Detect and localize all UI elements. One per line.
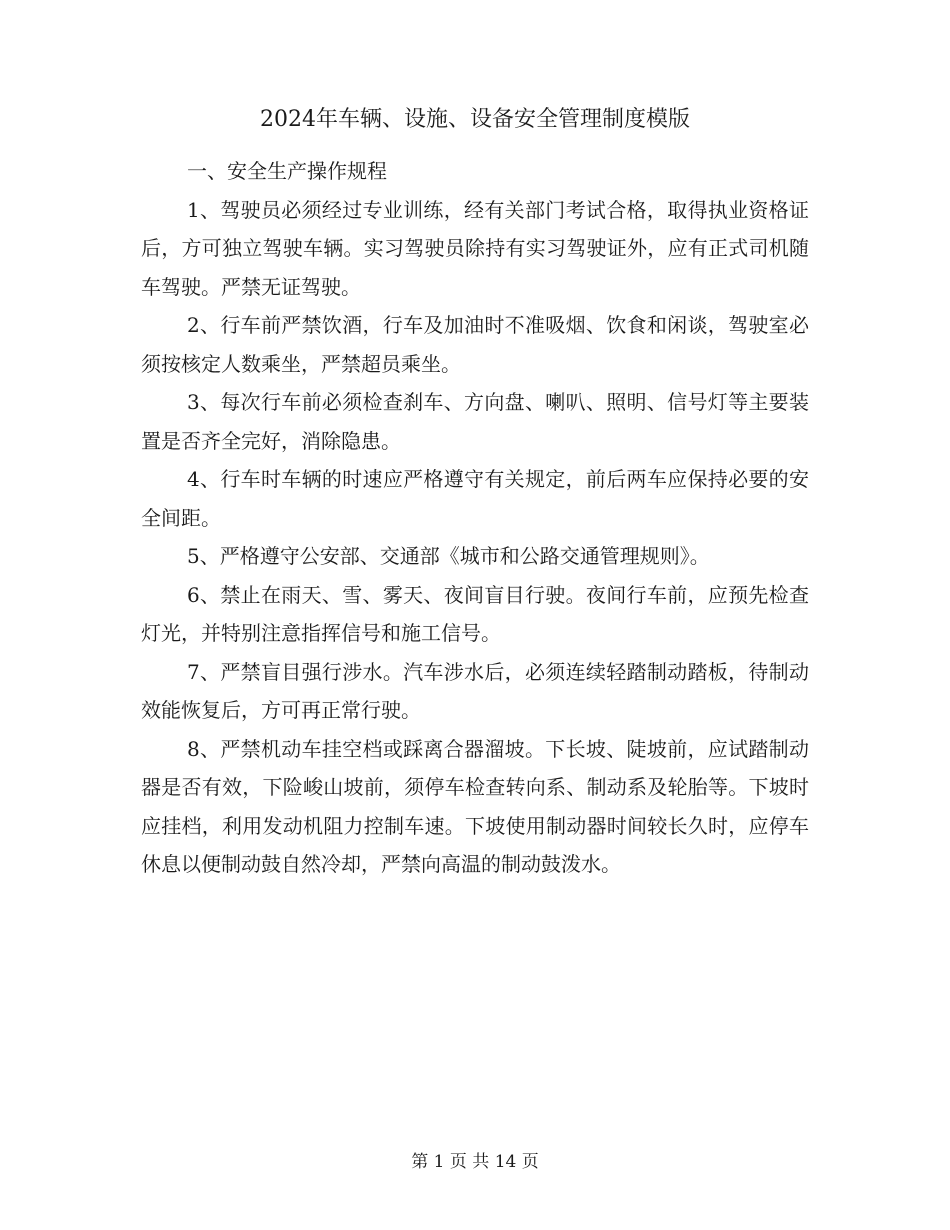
paragraph-rule-1: 1、驾驶员必须经过专业训练，经有关部门考试合格，取得执业资格证后，方可独立驾驶车辆。实习驾驶员除持有实习驾驶证外，应有正式司机随车驾驶。严禁无证驾驶。 [141,197,809,299]
paragraph-rule-3: 3、每次行车前必须检查刹车、方向盘、喇叭、照明、信号灯等主要装置是否齐全完好，消除隐患。 [141,390,809,453]
paragraph-rule-7: 7、严禁盲目强行涉水。汽车涉水后，必须连续轻踏制动踏板，待制动效能恢复后，方可再正常行驶。 [141,659,809,722]
paragraph-rule-6: 6、禁止在雨天、雪、雾天、夜间盲目行驶。夜间行车前，应预先检查灯光，并特别注意指挥信号和施工信号。 [141,582,809,645]
paragraph-rule-5: 5、严格遵守公安部、交通部《城市和公路交通管理规则》。 [187,544,710,568]
paragraph-rule-2: 2、行车前严禁饮酒，行车及加油时不准吸烟、饮食和闲谈，驾驶室必须按核定人数乘坐，严禁超员乘坐。 [141,313,809,376]
document-title: 2024年车辆、设施、设备安全管理制度模版 [260,107,690,132]
paragraph-rule-8: 8、严禁机动车挂空档或踩离合器溜坡。下长坡、陡坡前，应试踏制动器是否有效，下险峻山坡前，须停车检查转向系、制动系及轮胎等。下坡时应挂档，利用发动机阻力控制车速。下坡使用制动器时间较长久时，应停车休息以便制动鼓自然冷却，严禁向高温的制动鼓泼水。 [141,736,809,876]
page-number-label: 第 1 页 共 14 页 [411,1152,539,1172]
paragraph-rule-4: 4、行车时车辆的时速应严格遵守有关规定，前后两车应保持必要的安全间距。 [141,467,809,530]
section-heading: 一、安全生产操作规程 [187,159,387,183]
document-body [141,152,809,884]
page-footer [0,1150,950,1174]
